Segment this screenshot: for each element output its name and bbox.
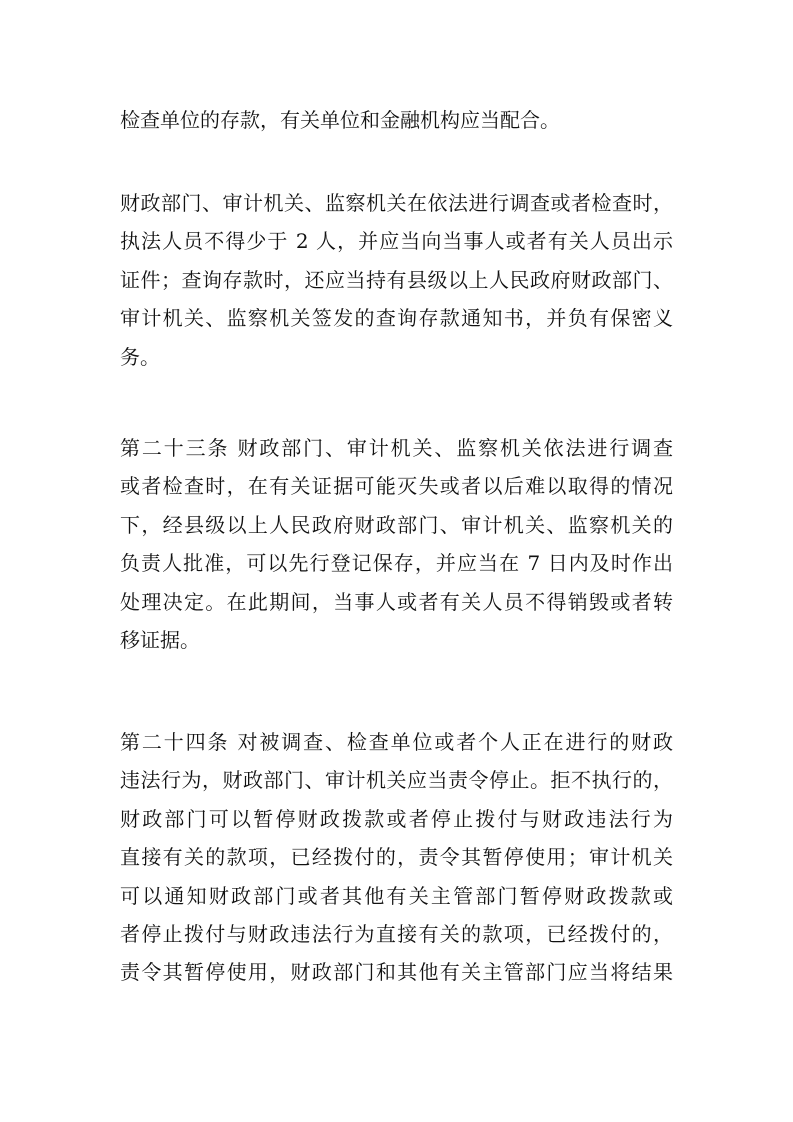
text-line: 直接有关的款项，已经拨付的，责令其暂停使用；审计机关 <box>120 845 673 870</box>
text-line: 第二十三条 财政部门、审计机关、监察机关依法进行调查 <box>120 436 673 460</box>
text-line: 或者检查时，在有关证据可能灭失或者以后难以取得的情况 <box>120 474 673 499</box>
text-line: 财政部门可以暂停财政拨款或者停止拨付与财政违法行为 <box>120 806 673 831</box>
paragraph-article-23 <box>120 429 673 659</box>
paragraph-inspection-procedure <box>120 184 673 376</box>
paragraph-continuation <box>120 101 673 139</box>
paragraph-article-24 <box>120 723 673 992</box>
text-line: 务。 <box>120 344 160 369</box>
text-line: 违法行为，财政部门、审计机关应当责令停止。拒不执行的， <box>120 768 673 793</box>
text-line: 下，经县级以上人民政府财政部门、审计机关、监察机关的 <box>120 512 673 537</box>
text-line: 处理决定。在此期间，当事人或者有关人员不得销毁或者转 <box>120 589 673 614</box>
text-line: 负责人批准，可以先行登记保存，并应当在 7 日内及时作出 <box>120 551 673 576</box>
text-line: 可以通知财政部门或者其他有关主管部门暂停财政拨款或 <box>120 883 673 908</box>
text-line: 证件；查询存款时，还应当持有县级以上人民政府财政部门、 <box>120 267 673 292</box>
text-line: 审计机关、监察机关签发的查询存款通知书，并负有保密义 <box>120 306 673 331</box>
text-line: 执法人员不得少于 2 人，并应当向当事人或者有关人员出示 <box>120 229 673 254</box>
text-line: 第二十四条 对被调查、检查单位或者个人正在进行的财政 <box>120 730 673 754</box>
text-line: 财政部门、审计机关、监察机关在依法进行调查或者检查时， <box>120 191 673 215</box>
text-line: 责令其暂停使用，财政部门和其他有关主管部门应当将结果 <box>120 960 673 985</box>
text-line: 者停止拨付与财政违法行为直接有关的款项，已经拨付的， <box>120 921 673 946</box>
text-line: 检查单位的存款，有关单位和金融机构应当配合。 <box>120 108 560 132</box>
text-line: 移证据。 <box>120 627 200 652</box>
